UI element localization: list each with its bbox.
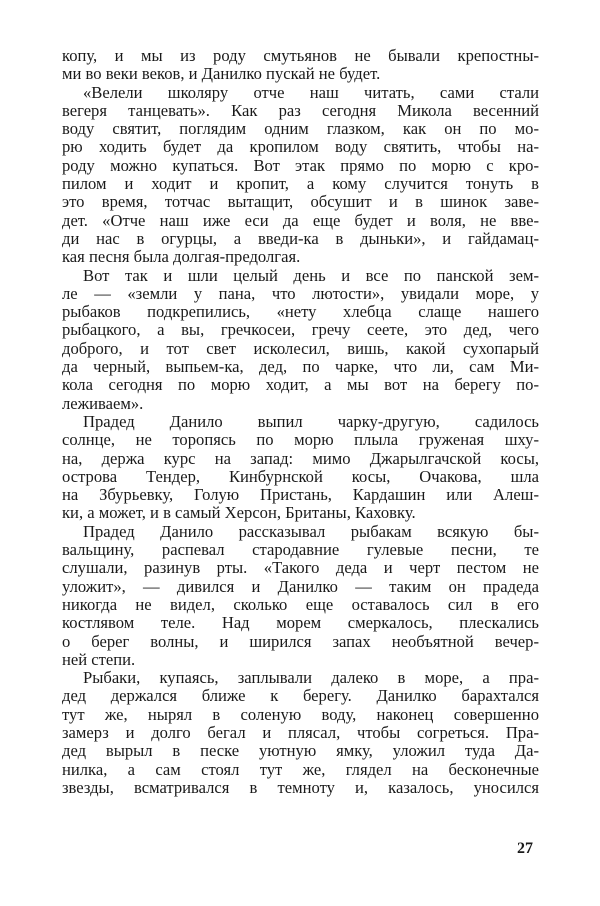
paragraph [62,47,539,84]
text-line: костлявом теле. Над морем смеркалось, плескались [62,613,539,633]
page-number: 27 [517,840,533,857]
paragraph [62,84,539,267]
text-line: ми во веки веков, и Данилко пускай не будет. [62,64,381,84]
text-line: на, держа курс на запад: мимо Джарылгачской косы, [62,448,539,468]
text-line: никогда не видел, сколько еще оставалось сил в его [62,594,539,614]
text-line: вегеря танцевать». Как раз сегодня Микола весенний [62,100,539,120]
text-line: вальщину, распевал стародавние гулевые песни, те [62,540,539,560]
text-line: «Велели школяру отче наш читать, сами стали [83,82,539,102]
text-line: это время, тотчас вытащит, обсушит и в шинок заве- [62,192,539,212]
text-line: воду святит, поглядим одним глазком, как он по мо- [62,119,539,139]
text-line: замерз и долго бегал и плясал, чтобы согреться. Пра- [62,722,539,742]
paragraph [62,669,539,797]
text-line: тут же, нырял в соленую воду, наконец совершенно [62,704,539,724]
text-line: нилка, а сам стоял тут же, глядел на бесконечные [62,759,539,779]
text-line: ней степи. [62,649,136,669]
text-line: Вот так и шли целый день и все по панской зем- [83,265,539,285]
paragraph [62,523,539,669]
text-line: ки, а может, и в самый Херсон, Британы, Каховку. [62,503,416,523]
text-line: Рыбаки, купаясь, заплывали далеко в море, а пра- [83,668,539,688]
text-line: Прадед Данило рассказывал рыбакам всякую бы- [83,521,539,541]
text-line: рю ходить будет да кропилом воду святить, чтобы на- [62,137,539,157]
text-line: доброго, и тот свет исколесил, вишь, какой сухопарый [62,338,539,358]
text-line: Прадед Данило выпил чарку-другую, садилось [83,411,539,431]
text-line: слушали, разинув рты. «Такого деда и черт пестом не [62,558,539,578]
text-line: острова Тендер, Кинбурнской косы, Очакова, шла [62,466,539,486]
text-line: дет. «Отче наш иже еси да еще будет и воля, не вве- [62,210,539,230]
text-line: кола сегодня по морю ходит, а мы вот на берегу по- [62,375,539,395]
text-line: звезды, всматривался в темноту и, казалось, уносился [62,777,539,797]
text-line: ле — «земли у пана, что лютости», увидали море, у [62,283,539,303]
text-line: уложит», — дивился и Данилко — таким он прадеда [62,576,539,596]
book-text [62,47,539,797]
text-line: о берег волны, и ширился запах необъятной вечер- [62,631,539,651]
text-line: кая песня была долгая-предолгая. [62,247,301,267]
text-line: рыбаков подкрепились, «нету хлебца слаще нашего [62,302,539,322]
text-line: роду можно купаться. Вот этак прямо по морю с кро- [62,155,539,175]
text-line: дед держался ближе к берегу. Данилко барахтался [62,686,539,706]
text-line: ди нас в огурцы, а введи-ка в дыньки», и гайдамац- [62,228,539,248]
text-line: на Збурьевку, Голую Пристань, Кардашин или Алеш- [62,485,539,505]
text-line: да черный, выпьем-ка, дед, по чарке, что ли, сам Ми- [62,357,539,377]
text-line: дед вырыл в песке уютную ямку, уложил туда Да- [62,741,539,761]
text-line: пилом и ходит и кропит, а кому случится тонуть в [62,174,539,194]
text-line: рыбацкого, а вы, гречкосеи, гречу сеете, это дед, чего [62,320,539,340]
text-line: копу, и мы из роду смутьянов не бывали крепостны- [62,46,539,65]
paragraph [62,413,539,523]
text-line: солнце, не торопясь по морю плыла груженая шху- [62,430,539,450]
paragraph [62,267,539,413]
text-line: леживаем». [62,393,144,413]
